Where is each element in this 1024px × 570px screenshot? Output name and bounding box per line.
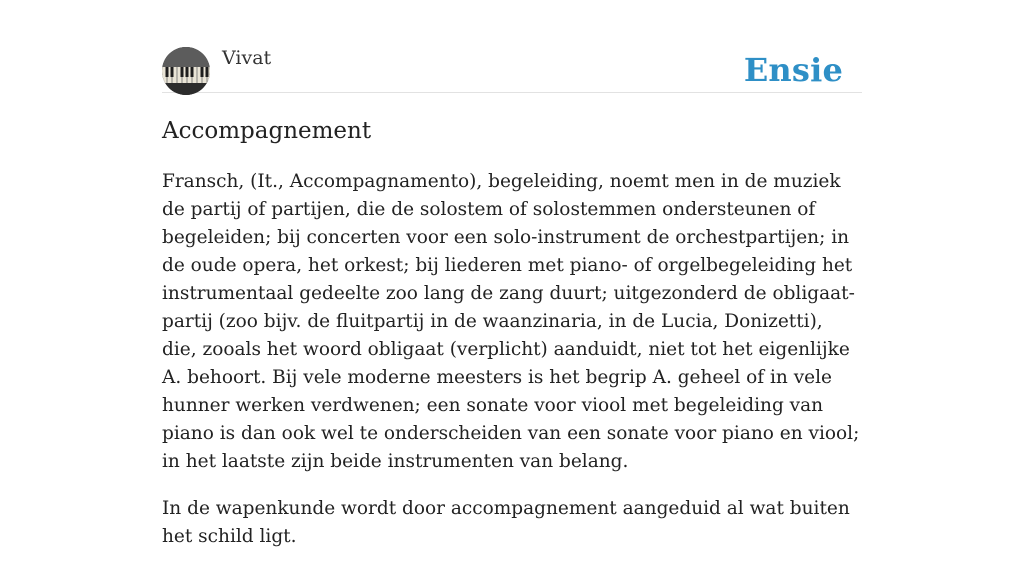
brand-logo[interactable]: Ensie (743, 51, 843, 89)
piano-keys-avatar-icon (162, 47, 210, 95)
author-name[interactable]: Vivat (222, 47, 272, 69)
header (162, 0, 862, 93)
paragraph: In de wapenkunde wordt door accompagnement aangeduid al wat buiten het schild ligt. (162, 498, 850, 547)
page-title: Accompagnement (162, 118, 372, 144)
paragraph: Fransch, (It., Accompagnamento), begeleiding, noemt men in de muziek de partij of partijen, die de solostem of solostemmen ondersteunen of begeleiden; bij concerten voor een solo-instrument de orchestpartijen; in de oude opera, het orkest; bij liederen met piano- of orgelbegeleiding het instrumentaal gedeelte zoo lang de zang duurt; uitgezonderd de obligaat-partij (zoo bijv. de fluitpartij in de waanzinaria, in de Lucia, Donizetti), die, zooals het woord obligaat (verplicht) aanduidt, niet tot het eigenlijke A. behoort. Bij vele moderne meesters is het begrip A. geheel of in vele hunner werken verdwenen; een sonate voor viool met begeleiding van piano is dan ook wel te onderscheiden van een sonate voor piano en viool; in het laatste zijn beide instrumenten van belang. (162, 171, 860, 472)
avatar[interactable] (162, 47, 210, 95)
article-body (162, 168, 862, 570)
article-page (162, 0, 862, 547)
